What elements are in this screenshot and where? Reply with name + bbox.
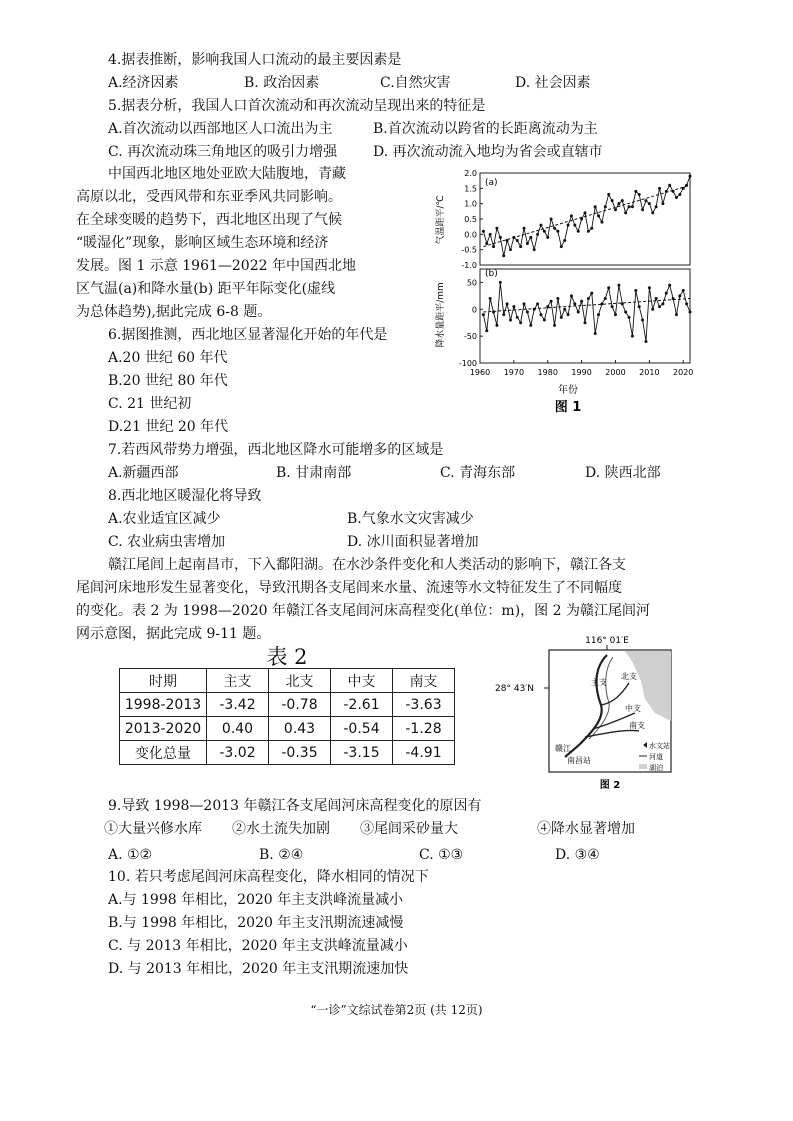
precip-data-point xyxy=(644,340,647,343)
precip-data-point xyxy=(668,284,671,287)
precip-data-point xyxy=(587,297,590,300)
table-cell: -0.78 xyxy=(269,693,331,717)
temp-data-point xyxy=(567,224,570,227)
y-axis-label-a: 气温距平/℃ xyxy=(436,195,446,245)
q9-option-b[interactable]: B. ②④ xyxy=(259,847,304,863)
longitude-label: 116° 01′E xyxy=(585,636,629,646)
river-name-label: 赣江 xyxy=(555,744,571,753)
q5-option-b[interactable]: B.首次流动以跨省的长距离流动为主 xyxy=(373,121,598,137)
precip-data-point xyxy=(611,305,614,308)
temp-y-tick-label: 0.0 xyxy=(464,230,477,240)
table-row xyxy=(120,741,455,765)
precip-data-point xyxy=(682,289,685,292)
temp-y-tick-label: -1.0 xyxy=(461,261,477,270)
x-tick-label: 1970 xyxy=(503,368,525,377)
table-cell: 0.43 xyxy=(269,717,331,741)
figure-2-map xyxy=(495,633,705,793)
table-2-title: 表 2 xyxy=(266,645,308,669)
temp-data-point xyxy=(509,248,512,251)
temp-y-tick-label: 1.5 xyxy=(464,184,477,194)
q4-option-c[interactable]: C.自然灾害 xyxy=(380,75,451,91)
south-branch-label: 南支 xyxy=(629,721,645,730)
q10-stem: 10. 若只考虑尾闾河床高程变化，降水相同的情况下 xyxy=(108,869,429,885)
table-cell: -3.42 xyxy=(207,693,269,717)
q8-option-a[interactable]: A.农业适宜区减少 xyxy=(108,511,221,527)
precip-data-point xyxy=(617,284,620,287)
table-cell: 0.40 xyxy=(207,717,269,741)
precip-data-point xyxy=(604,297,607,300)
x-tick-label: 1990 xyxy=(571,368,592,377)
temp-data-point xyxy=(495,227,498,230)
precip-data-point xyxy=(506,302,509,305)
q9-option-c[interactable]: C. ①③ xyxy=(419,847,464,863)
temp-data-point xyxy=(624,211,627,214)
q4-option-b[interactable]: B. 政治因素 xyxy=(244,75,320,91)
temp-data-point xyxy=(641,208,644,211)
q6-option-c[interactable]: C. 21 世纪初 xyxy=(108,396,192,412)
temp-data-point xyxy=(516,239,519,242)
q6-option-a[interactable]: A.20 世纪 60 年代 xyxy=(108,350,228,366)
precip-data-point xyxy=(584,321,587,324)
table-header-row xyxy=(120,669,455,693)
temp-y-tick-label: 0.5 xyxy=(464,215,477,224)
temp-data-point xyxy=(523,227,526,230)
precip-data-point xyxy=(607,286,610,289)
precip-data-point xyxy=(594,332,597,335)
precip-data-point xyxy=(489,297,492,300)
intro2-line: 赣江尾闾上起南昌市，下入鄱阳湖。在水沙条件变化和人类活动的影响下，赣江各支 xyxy=(108,557,626,573)
x-axis-label: 年份 xyxy=(558,385,578,396)
q8-option-b[interactable]: B.气象水文灾害减少 xyxy=(347,511,474,527)
temp-data-point xyxy=(492,245,495,248)
x-tick-label: 1960 xyxy=(469,368,491,377)
table-header-cell: 北支 xyxy=(269,669,331,693)
precip-data-point xyxy=(678,294,681,297)
precip-data-point xyxy=(556,297,559,300)
table-cell: -4.91 xyxy=(393,741,455,765)
precip-data-point xyxy=(573,302,576,305)
q4-option-d[interactable]: D. 社会因素 xyxy=(515,75,591,91)
table-header-cell: 主支 xyxy=(207,669,269,693)
q10-option-a[interactable]: A.与 1998 年相比，2020 年主支洪峰流量减小 xyxy=(108,892,404,908)
temp-data-point xyxy=(689,175,692,178)
temp-data-point xyxy=(628,205,631,208)
q5-option-d[interactable]: D. 再次流动流入地均为省会或直辖市 xyxy=(373,144,603,160)
precip-data-point xyxy=(655,297,658,300)
temp-data-point xyxy=(519,245,522,248)
q9-item-4: ④降水显著增加 xyxy=(537,821,635,837)
temp-data-point xyxy=(621,199,624,202)
table-cell: 1998-2013 xyxy=(120,693,207,717)
temp-data-point xyxy=(529,236,532,239)
table-row xyxy=(120,717,455,741)
x-tick-label: 2020 xyxy=(673,368,694,377)
precip-data-point xyxy=(665,292,668,295)
temp-data-point xyxy=(553,227,556,230)
precip-data-point xyxy=(631,335,634,338)
temp-data-point xyxy=(499,236,502,239)
x-tick-label: 1980 xyxy=(537,368,558,377)
q4-stem: 4.据表推断，影响我国人口流动的最主要因素是 xyxy=(108,52,402,68)
precip-data-point xyxy=(658,305,661,308)
temp-data-point xyxy=(533,248,536,251)
temp-data-point xyxy=(594,205,597,208)
temp-data-point xyxy=(600,221,603,224)
temp-data-point xyxy=(539,224,542,227)
temp-data-point xyxy=(597,214,600,217)
temp-data-point xyxy=(550,218,553,221)
temp-data-point xyxy=(570,214,573,217)
precip-data-point xyxy=(523,302,526,305)
precip-data-point xyxy=(567,313,570,316)
latitude-label: 28° 43′N xyxy=(495,684,535,694)
city-station-label: 南昌站 xyxy=(567,756,591,765)
temp-data-point xyxy=(563,239,566,242)
precip-data-point xyxy=(499,281,502,284)
q4-option-a[interactable]: A.经济因素 xyxy=(108,75,179,91)
precip-data-point xyxy=(560,316,563,319)
figure-1-chart xyxy=(428,165,700,420)
q6-stem: 6.据图推测，西北地区显著湿化开始的年代是 xyxy=(108,327,388,343)
temp-data-point xyxy=(560,245,563,248)
precip-data-point xyxy=(482,313,485,316)
precip-data-point xyxy=(634,289,637,292)
temp-data-point xyxy=(546,236,549,239)
figure-1-caption: 图 1 xyxy=(554,400,582,415)
q9-option-a[interactable]: A. ①② xyxy=(108,847,153,863)
temp-y-tick-label: 2.0 xyxy=(464,169,477,178)
temp-trend-line xyxy=(483,185,690,246)
temp-data-point xyxy=(675,196,678,199)
temp-data-point xyxy=(536,233,539,236)
precip-series-line xyxy=(483,282,690,341)
precip-y-tick-label: 50 xyxy=(466,278,477,288)
intro2-line: 的变化。表 2 为 1998—2020 年赣江各支尾闾河床高程变化(单位：m)，图 2 为赣江尾闾河 xyxy=(76,603,650,619)
x-tick-label: 2010 xyxy=(639,368,660,377)
precip-data-point xyxy=(502,313,505,316)
intro1-line: 中国西北地区地处亚欧大陆腹地，青藏 xyxy=(108,166,346,182)
intro1-line: 为总体趋势),据此完成 6-8 题。 xyxy=(76,304,272,320)
temp-data-point xyxy=(485,242,488,245)
precip-data-point xyxy=(543,319,546,322)
q9-item-3: ③尾闾采砂量大 xyxy=(360,821,458,837)
north-branch-label: 北支 xyxy=(621,672,637,681)
q9-item-1: ①大量兴修水库 xyxy=(104,821,202,837)
temp-data-point xyxy=(634,190,637,193)
q7-option-a[interactable]: A.新疆西部 xyxy=(108,465,179,481)
intro1-line: 发展。图 1 示意 1961—2022 年中国西北地 xyxy=(76,258,356,274)
precip-data-point xyxy=(624,310,627,313)
intro2-line: 网示意图，据此完成 9-11 题。 xyxy=(76,626,271,642)
q10-option-b[interactable]: B.与 1998 年相比，2020 年主支汛期流速减慢 xyxy=(108,915,404,931)
temp-data-point xyxy=(611,199,614,202)
legend-station: 水文站 xyxy=(649,742,670,750)
table-cell: -0.54 xyxy=(331,717,393,741)
temp-data-point xyxy=(489,233,492,236)
precip-data-point xyxy=(577,310,580,313)
temp-data-point xyxy=(668,184,671,187)
temp-data-point xyxy=(638,193,641,196)
temp-data-point xyxy=(617,202,620,205)
q5-option-a[interactable]: A.首次流动以西部地区人口流出为主 xyxy=(108,121,333,137)
precip-y-tick-label: -50 xyxy=(463,332,477,342)
temp-data-point xyxy=(502,254,505,257)
precip-data-point xyxy=(485,329,488,332)
precip-data-point xyxy=(536,302,539,305)
q7-option-b[interactable]: B. 甘肃南部 xyxy=(276,465,352,481)
table-cell: -2.61 xyxy=(331,693,393,717)
intro1-line: 在全球变暖的趋势下，西北地区出现了气候 xyxy=(76,212,342,228)
temp-data-point xyxy=(526,242,529,245)
x-tick-label: 2000 xyxy=(605,368,626,377)
temp-data-point xyxy=(584,211,587,214)
precip-data-point xyxy=(648,286,651,289)
q5-stem: 5.据表分析，我国人口首次流动和再次流动呈现出来的特征是 xyxy=(108,98,486,114)
precip-data-point xyxy=(495,324,498,327)
table-cell: -1.28 xyxy=(393,717,455,741)
precipitation-panel xyxy=(459,269,692,368)
temp-data-point xyxy=(651,211,654,214)
legend-lake: 湖泊 xyxy=(649,764,663,772)
q7-stem: 7.若西风带势力增强，西北地区降水可能增多的区域是 xyxy=(108,442,444,458)
precip-data-point xyxy=(570,294,573,297)
temp-data-point xyxy=(648,202,651,205)
q8-option-d[interactable]: D. 冰川面积显著增加 xyxy=(347,534,479,550)
figure-2-caption: 图 2 xyxy=(599,780,621,791)
precip-data-point xyxy=(651,308,654,311)
table-header-cell: 南支 xyxy=(393,669,455,693)
temp-data-point xyxy=(604,205,607,208)
precip-data-point xyxy=(509,319,512,322)
temp-data-point xyxy=(587,230,590,233)
precip-data-point xyxy=(641,319,644,322)
precip-data-point xyxy=(512,305,515,308)
q8-option-c[interactable]: C. 农业病虫害增加 xyxy=(108,534,226,550)
temp-data-point xyxy=(614,208,617,211)
temp-data-point xyxy=(607,193,610,196)
temp-data-point xyxy=(644,199,647,202)
table-header-cell: 时期 xyxy=(120,669,207,693)
table-cell: -3.15 xyxy=(331,741,393,765)
legend-river: 河道 xyxy=(649,753,663,761)
intro1-line: 高原以北，受西风带和东亚季风共同影响。 xyxy=(76,189,342,205)
temp-y-tick-label: -0.5 xyxy=(461,245,477,255)
precip-data-point xyxy=(519,321,522,324)
temp-data-point xyxy=(573,224,576,227)
temp-data-point xyxy=(577,230,580,233)
temp-data-point xyxy=(556,230,559,233)
precip-data-point xyxy=(628,316,631,319)
y-axis-label-b: 降水量距平/mm xyxy=(436,282,446,348)
precip-data-point xyxy=(550,300,553,303)
panel-a-label: (a) xyxy=(485,178,498,188)
precip-data-point xyxy=(553,324,556,327)
temp-y-tick-label: 1.0 xyxy=(464,199,477,209)
middle-branch-label: 中支 xyxy=(625,704,641,713)
precip-data-point xyxy=(580,300,583,303)
table-cell: -3.02 xyxy=(207,741,269,765)
temp-plot-frame xyxy=(480,173,690,265)
precip-data-point xyxy=(516,316,519,319)
table-row xyxy=(120,693,455,717)
precip-data-point xyxy=(661,302,664,305)
temp-data-point xyxy=(661,202,664,205)
q8-stem: 8.西北地区暖湿化将导致 xyxy=(108,488,262,504)
precip-data-point xyxy=(529,324,532,327)
precip-y-tick-label: 0 xyxy=(471,305,477,315)
lake-symbol-icon xyxy=(639,764,647,769)
page-footer: “一诊”文综试卷第2页 (共 12页) xyxy=(310,1003,483,1017)
table-cell: -0.35 xyxy=(269,741,331,765)
q9-item-2: ②水土流失加剧 xyxy=(232,821,330,837)
main-branch-label: 主支 xyxy=(591,678,607,687)
q10-option-d[interactable]: D. 与 2013 年相比，2020 年主支汛期流速加快 xyxy=(108,961,409,977)
temp-data-point xyxy=(631,205,634,208)
table-2 xyxy=(119,668,455,765)
precip-data-point xyxy=(675,313,678,316)
q9-stem: 9.导致 1998—2013 年赣江各支尾闾河床高程变化的原因有 xyxy=(108,798,482,814)
panel-b-label: (b) xyxy=(485,269,498,279)
precip-data-point xyxy=(539,313,542,316)
table-cell: -3.63 xyxy=(393,693,455,717)
table-cell: 变化总量 xyxy=(120,741,207,765)
q6-option-b[interactable]: B.20 世纪 80 年代 xyxy=(108,373,228,389)
temp-data-point xyxy=(590,227,593,230)
precip-data-point xyxy=(563,308,566,311)
precip-data-point xyxy=(590,292,593,295)
temp-data-point xyxy=(678,193,681,196)
q10-option-c[interactable]: C. 与 2013 年相比，2020 年主支洪峰流量减小 xyxy=(108,938,408,954)
precip-data-point xyxy=(597,313,600,316)
q5-option-c[interactable]: C. 再次流动珠三角地区的吸引力增强 xyxy=(108,144,338,160)
q9-option-d[interactable]: D. ③④ xyxy=(555,847,600,863)
precip-data-point xyxy=(638,305,641,308)
temp-data-point xyxy=(482,230,485,233)
q7-option-c[interactable]: C. 青海东部 xyxy=(440,465,516,481)
q6-option-d[interactable]: D.21 世纪 20 年代 xyxy=(108,419,229,435)
table-header-cell: 中支 xyxy=(331,669,393,693)
precip-data-point xyxy=(526,310,529,313)
intro1-line: “暖湿化”现象，影响区域生态环境和经济 xyxy=(76,235,329,251)
temp-data-point xyxy=(543,230,546,233)
q7-option-d[interactable]: D. 陕西北部 xyxy=(585,465,661,481)
temp-data-point xyxy=(658,187,661,190)
precip-y-tick-label: -100 xyxy=(458,359,477,368)
table-cell: 2013-2020 xyxy=(120,717,207,741)
temp-data-point xyxy=(655,205,658,208)
intro2-line: 尾闾河床地形发生显著变化，导致汛期各支尾闾来水量、流速等水文特征发生了不同幅度 xyxy=(76,580,622,596)
precip-data-point xyxy=(685,302,688,305)
precip-data-point xyxy=(614,313,617,316)
intro1-line: 区气温(a)和降水量(b) 距平年际变化(虚线 xyxy=(76,281,336,297)
precip-data-point xyxy=(689,310,692,313)
